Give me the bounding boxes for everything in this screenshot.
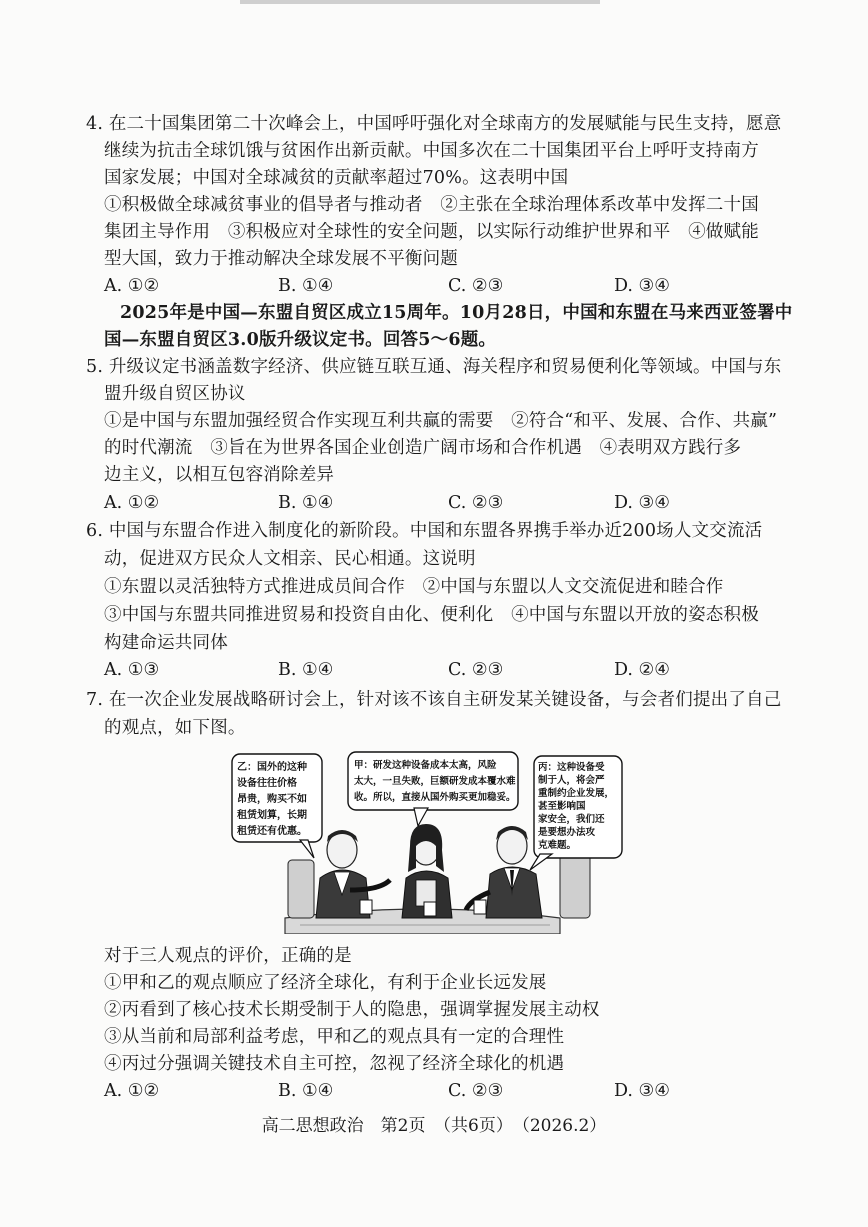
q5-line-3: ①是中国与东盟加强经贸合作实现互利共赢的需要 ②符合“和平、发展、合作、共赢” — [104, 411, 778, 431]
bubble-bing-line-5: 家安全，我们还 — [538, 814, 605, 825]
q7-line-2: 的观点，如下图。 — [104, 718, 246, 738]
page-footer: 高二思想政治 第2页 （共6页） （2026.2） — [261, 1116, 607, 1136]
q4-option-d[interactable]: D. ③④ — [614, 276, 670, 296]
q6-line-5: 构建命运共同体 — [104, 633, 228, 653]
bubble-yi-line-3: 昂贵，购买不如 — [237, 794, 307, 805]
q6-line-2: 动，促进双方民众人文相亲、民心相通。这说明 — [104, 549, 476, 569]
bubble-bing-line-1: 丙：这种设备受 — [538, 762, 605, 773]
q7-item-1: ①甲和乙的观点顺应了经济全球化，有利于企业长远发展 — [104, 973, 547, 993]
q4-option-c[interactable]: C. ②③ — [448, 276, 504, 296]
bubble-bing-line-2: 制于人，将会严 — [538, 775, 605, 786]
q7-option-a[interactable]: A. ①② — [104, 1081, 160, 1101]
passage-line-1: 2025年是中国—东盟自贸区成立15周年。10月28日，中国和东盟在马来西亚签署中 — [120, 303, 793, 323]
q4-line-5: 集团主导作用 ③积极应对全球性的安全问题，以实际行动维护世界和平 ④做赋能 — [104, 222, 759, 242]
q5-options — [104, 491, 824, 515]
q7-options — [104, 1079, 824, 1103]
q7-stem: 对于三人观点的评价，正确的是 — [104, 946, 352, 966]
q5-line-4: 的时代潮流 ③旨在为世界各国企业创造广阔市场和合作机遇 ④表明双方践行多 — [104, 438, 742, 458]
q7-option-c[interactable]: C. ②③ — [448, 1081, 504, 1101]
bubble-jia-line-3: 收。所以，直接从国外购买更加稳妥。 — [354, 792, 516, 803]
q6-option-d[interactable]: D. ②④ — [614, 660, 670, 680]
q4-option-a[interactable]: A. ①② — [104, 276, 160, 296]
q6-options — [104, 658, 824, 682]
q7-item-4: ④丙过分强调关键技术自主可控，忽视了经济全球化的机遇 — [104, 1054, 565, 1074]
q7-option-d[interactable]: D. ③④ — [614, 1081, 670, 1101]
discussion-cartoon — [230, 750, 624, 934]
q4-line-1: 4. 在二十国集团第二十次峰会上，中国呼吁强化对全球南方的发展赋能与民生支持，愿意 — [86, 114, 782, 134]
scan-edge-mark — [240, 0, 600, 4]
q5-option-a[interactable]: A. ①② — [104, 493, 160, 513]
q5-line-2: 盟升级自贸区协议 — [104, 384, 246, 404]
bubble-yi-line-1: 乙：国外的这种 — [237, 762, 307, 773]
bubble-yi-line-5: 租赁还有优惠。 — [237, 826, 307, 837]
q6-option-a[interactable]: A. ①③ — [104, 660, 160, 680]
q4-options — [104, 274, 824, 298]
q5-option-b[interactable]: B. ①④ — [278, 493, 334, 513]
q6-line-3: ①东盟以灵活独特方式推进成员间合作 ②中国与东盟以人文交流促进和睦合作 — [104, 577, 724, 597]
q4-line-4: ①积极做全球减贫事业的倡导者与推动者 ②主张在全球治理体系改革中发挥二十国 — [104, 195, 759, 215]
q7-item-3: ③从当前和局部利益考虑，甲和乙的观点具有一定的合理性 — [104, 1027, 565, 1047]
q7-item-2: ②丙看到了核心技术长期受制于人的隐患，强调掌握发展主动权 — [104, 1000, 600, 1020]
q7-option-b[interactable]: B. ①④ — [278, 1081, 334, 1101]
q6-line-1: 6. 中国与东盟合作进入制度化的新阶段。中国和东盟各界携手举办近200场人文交流活 — [86, 521, 763, 541]
bubble-bing-line-3: 重制约企业发展， — [538, 788, 615, 799]
q4-line-6: 型大国，致力于推动解决全球发展不平衡问题 — [104, 249, 458, 269]
bubble-bing-line-4: 甚至影响国 — [538, 801, 586, 812]
passage-line-2: 国—东盟自贸区3.0版升级议定书。回答5～6题。 — [104, 330, 497, 350]
q5-option-c[interactable]: C. ②③ — [448, 493, 504, 513]
q5-option-d[interactable]: D. ③④ — [614, 493, 670, 513]
q4-line-2: 继续为抗击全球饥饿与贫困作出新贡献。中国多次在二十国集团平台上呼吁支持南方 — [104, 141, 759, 161]
q4-line-3: 国家发展；中国对全球减贫的贡献率超过70%。这表明中国 — [104, 168, 569, 188]
bubble-jia-line-1: 甲：研发这种设备成本太高，风险 — [354, 760, 497, 771]
person-jia-illustration — [402, 824, 452, 918]
bubble-bing-line-7: 克难题。 — [538, 840, 577, 851]
q6-line-4: ③中国与东盟共同推进贸易和投资自由化、便利化 ④中国与东盟以开放的姿态积极 — [104, 605, 759, 625]
q5-line-5: 边主义，以相互包容消除差异 — [104, 465, 335, 485]
bubble-yi-line-2: 设备往往价格 — [237, 778, 297, 789]
q4-option-b[interactable]: B. ①④ — [278, 276, 334, 296]
bubble-bing-line-6: 是要想办法攻 — [538, 827, 596, 838]
q6-option-b[interactable]: B. ①④ — [278, 660, 334, 680]
bubble-jia-line-2: 太大，一旦失败，巨额研发成本覆水难 — [354, 776, 516, 787]
q6-option-c[interactable]: C. ②③ — [448, 660, 504, 680]
q5-line-1: 5. 升级议定书涵盖数字经济、供应链互联互通、海关程序和贸易便利化等领域。中国与东 — [86, 357, 782, 377]
person-bing-illustration — [466, 826, 542, 918]
q7-line-1: 7. 在一次企业发展战略研讨会上，针对该不该自主研发某关键设备，与会者们提出了自己 — [86, 690, 782, 710]
bubble-yi-line-4: 租赁划算，长期 — [237, 810, 307, 821]
person-yi-illustration — [316, 830, 390, 918]
